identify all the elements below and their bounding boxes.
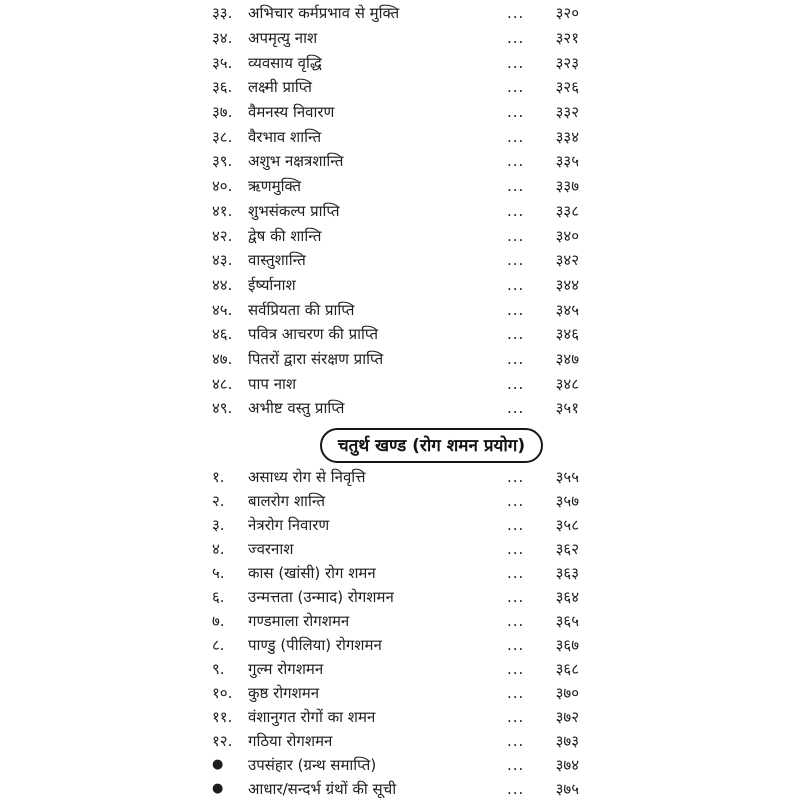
toc-item-number: ४०. bbox=[212, 177, 233, 196]
toc-item-title: कुष्ठ रोगशमन bbox=[248, 683, 320, 702]
toc-item-page: ३३५ bbox=[555, 152, 579, 171]
toc-item-page: ३३२ bbox=[555, 103, 579, 122]
toc-item-page: ३२१ bbox=[555, 29, 579, 48]
toc-item-page: ३६२ bbox=[555, 539, 579, 558]
dot-leader: ... bbox=[507, 399, 525, 418]
dot-leader: ... bbox=[507, 53, 525, 72]
toc-item-page: ३४० bbox=[555, 226, 579, 245]
toc-item-number: ३८. bbox=[212, 127, 233, 146]
bullet-icon: ● bbox=[212, 781, 224, 797]
toc-item-page: ३६८ bbox=[555, 659, 579, 678]
toc-row bbox=[212, 174, 579, 199]
toc-item-number: ३९. bbox=[212, 152, 233, 171]
dot-leader: ... bbox=[507, 587, 525, 606]
toc-item-number: ३३. bbox=[212, 4, 233, 23]
toc-row bbox=[212, 465, 579, 489]
dot-leader: ... bbox=[507, 659, 525, 678]
toc-row bbox=[212, 729, 579, 753]
bullet-icon: ● bbox=[212, 757, 224, 773]
toc-item-title: उन्मत्तता (उन्माद) रोगशमन bbox=[248, 587, 394, 606]
toc-item-title: गुल्म रोगशमन bbox=[248, 659, 324, 678]
toc-item-title: पितरों द्वारा संरक्षण प्राप्ति bbox=[248, 349, 384, 368]
toc-item-page: ३४८ bbox=[555, 374, 579, 393]
toc-item-number: ७. bbox=[212, 611, 225, 630]
toc-item-title: अभिचार कर्मप्रभाव से मुक्ति bbox=[248, 4, 400, 23]
toc-item-page: ३७० bbox=[555, 683, 579, 702]
toc-row bbox=[212, 681, 579, 705]
toc-item-number: ९. bbox=[212, 659, 225, 678]
toc-item-title: गण्डमाला रोगशमन bbox=[248, 611, 350, 630]
toc-item-number: १०. bbox=[212, 683, 233, 702]
dot-leader: ... bbox=[507, 374, 525, 393]
toc-row bbox=[212, 561, 579, 585]
toc-item-number: ११. bbox=[212, 707, 233, 726]
dot-leader: ... bbox=[507, 275, 525, 294]
toc-item-number: ४२. bbox=[212, 226, 233, 245]
toc-item-title: शुभसंकल्प प्राप्ति bbox=[248, 201, 340, 220]
table-of-contents bbox=[212, 1, 579, 800]
dot-leader: ... bbox=[507, 467, 525, 486]
toc-row bbox=[212, 633, 579, 657]
toc-item-number: ४४. bbox=[212, 275, 233, 294]
toc-item-number: ४३. bbox=[212, 251, 233, 270]
dot-leader: ... bbox=[507, 4, 525, 23]
toc-item-page: ३४५ bbox=[555, 300, 579, 319]
dot-leader: ... bbox=[507, 563, 525, 582]
toc-item-number: ५. bbox=[212, 563, 225, 582]
toc-row bbox=[212, 322, 579, 347]
toc-item-page: ३४७ bbox=[555, 349, 579, 368]
toc-item-number: ३६. bbox=[212, 78, 233, 97]
toc-item-page: ३७५ bbox=[555, 779, 579, 798]
toc-item-page: ३२६ bbox=[555, 78, 579, 97]
toc-item-page: ३४२ bbox=[555, 251, 579, 270]
toc-item-title: अशुभ नक्षत्रशान्ति bbox=[248, 152, 344, 171]
dot-leader: ... bbox=[507, 349, 525, 368]
toc-row bbox=[212, 248, 579, 273]
toc-row bbox=[212, 149, 579, 174]
toc-item-title: लक्ष्मी प्राप्ति bbox=[248, 78, 312, 97]
toc-item-title: बालरोग शान्ति bbox=[248, 491, 325, 510]
toc-row bbox=[212, 609, 579, 633]
toc-item-number: ३५. bbox=[212, 53, 233, 72]
toc-item-page: ३६३ bbox=[555, 563, 579, 582]
dot-leader: ... bbox=[507, 251, 525, 270]
toc-item-page: ३४४ bbox=[555, 275, 579, 294]
toc-item-title: वैरभाव शान्ति bbox=[248, 127, 322, 146]
toc-row bbox=[212, 273, 579, 298]
toc-row bbox=[212, 199, 579, 224]
toc-item-title: अभीष्ट वस्तु प्राप्ति bbox=[248, 399, 345, 418]
toc-item-title: आधार/सन्दर्भ ग्रंथों की सूची bbox=[248, 779, 397, 798]
dot-leader: ... bbox=[507, 78, 525, 97]
dot-leader: ... bbox=[507, 707, 525, 726]
toc-item-title: नेत्ररोग निवारण bbox=[248, 515, 330, 534]
toc-item-page: ३५५ bbox=[555, 467, 579, 486]
toc-section-upper bbox=[212, 1, 579, 421]
dot-leader: ... bbox=[507, 177, 525, 196]
toc-row bbox=[212, 1, 579, 26]
toc-item-title: कास (खांसी) रोग शमन bbox=[248, 563, 376, 582]
toc-row bbox=[212, 537, 579, 561]
toc-row bbox=[212, 347, 579, 372]
toc-item-number: ४९. bbox=[212, 399, 233, 418]
dot-leader: ... bbox=[507, 103, 525, 122]
toc-section-lower bbox=[212, 465, 579, 800]
toc-item-title: गठिया रोगशमन bbox=[248, 731, 333, 750]
toc-row bbox=[212, 100, 579, 125]
toc-item-number: ४८. bbox=[212, 374, 233, 393]
toc-item-title: वास्तुशान्ति bbox=[248, 251, 306, 270]
toc-row bbox=[212, 371, 579, 396]
dot-leader: ... bbox=[507, 779, 525, 798]
toc-item-number: १२. bbox=[212, 731, 233, 750]
dot-leader: ... bbox=[507, 683, 525, 702]
dot-leader: ... bbox=[507, 731, 525, 750]
toc-item-page: ३५१ bbox=[555, 399, 579, 418]
toc-item-page: ३७२ bbox=[555, 707, 579, 726]
toc-item-title: पाण्डु (पीलिया) रोगशमन bbox=[248, 635, 382, 654]
toc-item-title: असाध्य रोग से निवृत्ति bbox=[248, 467, 366, 486]
toc-row bbox=[212, 753, 579, 777]
toc-item-page: ३३८ bbox=[555, 201, 579, 220]
toc-item-page: ३४६ bbox=[555, 325, 579, 344]
toc-item-title: सर्वप्रियता की प्राप्ति bbox=[248, 300, 355, 319]
toc-item-title: पाप नाश bbox=[248, 374, 297, 393]
toc-item-number: २. bbox=[212, 491, 225, 510]
toc-row bbox=[212, 396, 579, 421]
toc-row bbox=[212, 777, 579, 800]
toc-item-title: वंशानुगत रोगों का शमन bbox=[248, 707, 376, 726]
toc-item-title: द्वेष की शान्ति bbox=[248, 226, 322, 245]
toc-row bbox=[212, 657, 579, 681]
dot-leader: ... bbox=[507, 755, 525, 774]
toc-item-page: ३६५ bbox=[555, 611, 579, 630]
toc-item-title: वैमनस्य निवारण bbox=[248, 103, 335, 122]
dot-leader: ... bbox=[507, 127, 525, 146]
dot-leader: ... bbox=[507, 226, 525, 245]
toc-row bbox=[212, 50, 579, 75]
toc-item-number: ३७. bbox=[212, 103, 233, 122]
toc-row bbox=[212, 124, 579, 149]
toc-row bbox=[212, 513, 579, 537]
toc-item-number: ३. bbox=[212, 515, 225, 534]
toc-item-title: ज्वरनाश bbox=[248, 539, 294, 558]
dot-leader: ... bbox=[507, 29, 525, 48]
toc-item-number: ६. bbox=[212, 587, 225, 606]
toc-item-page: ३६४ bbox=[555, 587, 579, 606]
dot-leader: ... bbox=[507, 611, 525, 630]
toc-item-page: ३२३ bbox=[555, 53, 579, 72]
dot-leader: ... bbox=[507, 300, 525, 319]
toc-item-title: व्यवसाय वृद्धि bbox=[248, 53, 322, 72]
toc-item-page: ३५८ bbox=[555, 515, 579, 534]
toc-row bbox=[212, 75, 579, 100]
toc-row bbox=[212, 223, 579, 248]
toc-row bbox=[212, 585, 579, 609]
toc-item-page: ३७४ bbox=[555, 755, 579, 774]
toc-item-number: ४५. bbox=[212, 300, 233, 319]
toc-item-title: ईर्ष्यानाश bbox=[248, 275, 296, 294]
toc-item-number: ४७. bbox=[212, 349, 233, 368]
dot-leader: ... bbox=[507, 515, 525, 534]
toc-item-title: उपसंहार (ग्रन्थ समाप्ति) bbox=[248, 755, 377, 774]
toc-item-page: ३३७ bbox=[555, 177, 579, 196]
toc-item-number: ४. bbox=[212, 539, 225, 558]
toc-row bbox=[212, 489, 579, 513]
toc-item-page: ३५७ bbox=[555, 491, 579, 510]
toc-item-page: ३२० bbox=[555, 4, 579, 23]
toc-item-page: ३७३ bbox=[555, 731, 579, 750]
toc-item-number: ४१. bbox=[212, 201, 233, 220]
dot-leader: ... bbox=[507, 635, 525, 654]
toc-item-page: ३६७ bbox=[555, 635, 579, 654]
dot-leader: ... bbox=[507, 325, 525, 344]
dot-leader: ... bbox=[507, 201, 525, 220]
toc-item-number: ४६. bbox=[212, 325, 233, 344]
toc-item-title: पवित्र आचरण की प्राप्ति bbox=[248, 325, 379, 344]
dot-leader: ... bbox=[507, 152, 525, 171]
toc-item-number: ८. bbox=[212, 635, 225, 654]
toc-row bbox=[212, 26, 579, 51]
toc-item-number: ३४. bbox=[212, 29, 233, 48]
toc-item-page: ३३४ bbox=[555, 127, 579, 146]
toc-item-title: अपमृत्यु नाश bbox=[248, 29, 318, 48]
dot-leader: ... bbox=[507, 539, 525, 558]
toc-item-number: १. bbox=[212, 467, 225, 486]
section-header-box: चतुर्थ खण्ड (रोग शमन प्रयोग) bbox=[320, 428, 543, 463]
toc-row bbox=[212, 297, 579, 322]
toc-item-title: ऋणमुक्ति bbox=[248, 177, 302, 196]
section-header bbox=[212, 427, 579, 465]
toc-row bbox=[212, 705, 579, 729]
dot-leader: ... bbox=[507, 491, 525, 510]
